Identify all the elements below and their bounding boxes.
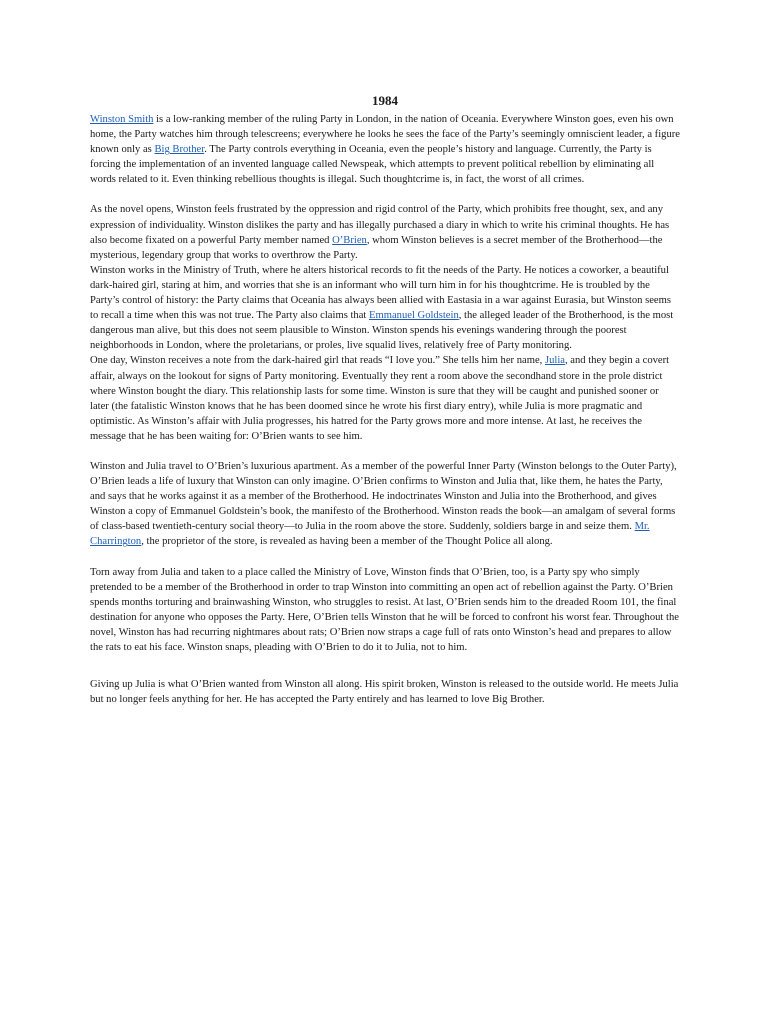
paragraph-2-text-b: , whom Winston believes is a secret member of the Brotherhood—the mysterious, legendary group that works to overthrow the Party. — [90, 234, 663, 261]
link-emmanuel-goldstein[interactable]: Emmanuel Goldstein — [369, 310, 459, 322]
paragraph-3-text-a: Winston works in the Ministry of Truth, where he alters historical records to fit the needs of the Party. He notices a coworker, a beautiful dark-haired girl, staring at him, and worries that she is an informant who will turn him in for his thoughtcrime. He is troubled by the Party’s control of history: the Party claims that Oceania has always been allied with Eastasia in a war against Eurasia, but Winston seems to recall a time when this was not true. The Party also claims that — [90, 264, 672, 322]
paragraph-4-text-b: , and they begin a covert affair, always on the lookout for signs of Party monitoring. Eventually they rent a room above the secondhand store in the prole district where Winston bought the diary. This relationship lasts for some time. Winston is sure that they will be caught and punished sooner or later (the fatalistic Winston knows that he has been doomed since he wrote his first diary entry), while Julia is more pragmatic and optimistic. As Winston’s affair with Julia progresses, his hatred for the Party grows more and more intense. At last, he receives the message that he has been waiting for: O’Brien wants to see him. — [90, 355, 670, 442]
paragraph-5-text-b: , the proprietor of the store, is revealed as having been a member of the Thought Police all along. — [141, 536, 553, 548]
paragraph-1-text-a: is a low-ranking member of the ruling Party in London, in the nation of Oceania. Everywhere Winston goes, even his own home, the Party watches him through telescreens; everywhere he looks he sees the face of the Party’s seemingly omniscient leader, a figure known only as — [90, 114, 680, 156]
paragraph-7: Giving up Julia is what O’Brien wanted from Winston all along. His spirit broken, Winston is released to the outside world. He meets Julia but no longer feels anything for her. He has accepted the Party entirely and has learned to love Big Brother. — [90, 679, 679, 706]
link-mr-charrington[interactable]: Mr. Charrington — [90, 521, 650, 548]
paragraph-6: Torn away from Julia and taken to a place called the Ministry of Love, Winston finds that O’Brien, too, is a Party spy who simply pretended to be a member of the Brotherhood in order to trap Winston into committing an open act of rebellion against the Party. O’Brien spends months torturing and brainwashing Winston, who struggles to resist. At last, O’Brien sends him to the dreaded Room 101, the final destination for anyone who opposes the Party. Here, O’Brien tells Winston that he will be forced to confront his worst fear. Throughout the novel, Winston has had recurring nightmares about rats; O’Brien now straps a cage full of rats onto Winston’s head and prepares to allow the rats to eat his face. Winston snaps, pleading with O’Brien to do it to Julia, not to him. — [90, 566, 679, 653]
paragraph-5 — [90, 459, 680, 550]
link-obrien[interactable]: O’Brien — [332, 234, 367, 246]
paragraph-2-text-a: As the novel opens, Winston feels frustrated by the oppression and rigid control of the Party, which prohibits free thought, sex, and any expression of individuality. Winston dislikes the party and has illegally purchased a diary in which to write his criminal thoughts. He has also become fixated on a powerful Party member named — [90, 204, 670, 246]
document-page — [90, 92, 680, 707]
paragraph-spacer — [90, 550, 680, 565]
paragraph-4 — [90, 353, 680, 444]
paragraph-3 — [90, 263, 680, 354]
paragraph-spacer — [90, 187, 680, 202]
paragraph-5-text-a: Winston and Julia travel to O’Brien’s luxurious apartment. As a member of the powerful Inner Party (Winston belongs to the Outer Party), O’Brien leads a life of luxury that Winston can only imagine. O’Brien confirms to Winston and Julia that, like them, he hates the Party, and says that he works against it as a member of the Brotherhood. He indoctrinates Winston and Julia into the Brotherhood, and gives Winston a copy of Emmanuel Goldstein’s book, the manifesto of the Brotherhood. Winston reads the book—an amalgam of several forms of class-based twentieth-century social theory—to Julia in the room above the store. Suddenly, soldiers barge in and seize them. — [90, 460, 677, 533]
link-big-brother[interactable]: Big Brother — [154, 144, 205, 156]
paragraph-3-text-b: , the alleged leader of the Brotherhood, is the most dangerous man alive, but this does not seem plausible to Winston. Winston spends his evenings wandering through the poorest neighborhoods in London, where the proletarians, or proles, live squalid lives, relatively free of Party monitoring. — [90, 310, 674, 352]
link-winston-smith[interactable]: Winston Smith — [90, 114, 154, 125]
paragraph-1 — [90, 112, 680, 187]
paragraph-4-text-a: One day, Winston receives a note from the dark-haired girl that reads “I love you.” She tells him her name, — [90, 355, 545, 367]
paragraph-spacer — [90, 655, 680, 677]
link-julia[interactable]: Julia — [544, 355, 565, 367]
paragraph-2 — [90, 202, 680, 262]
paragraph-1-text-b: . The Party controls everything in Oceania, even the people’s history and language. Currently, the Party is forcing the implementation of an invented language called Newspeak, which attempts to prevent political rebellion by eliminating all words related to it. Even thinking rebellious thoughts is illegal. Such thoughtcrime is, in fact, the worst of all crimes. — [90, 144, 655, 186]
paragraph-spacer — [90, 444, 680, 459]
document-title: 1984 — [372, 93, 398, 108]
